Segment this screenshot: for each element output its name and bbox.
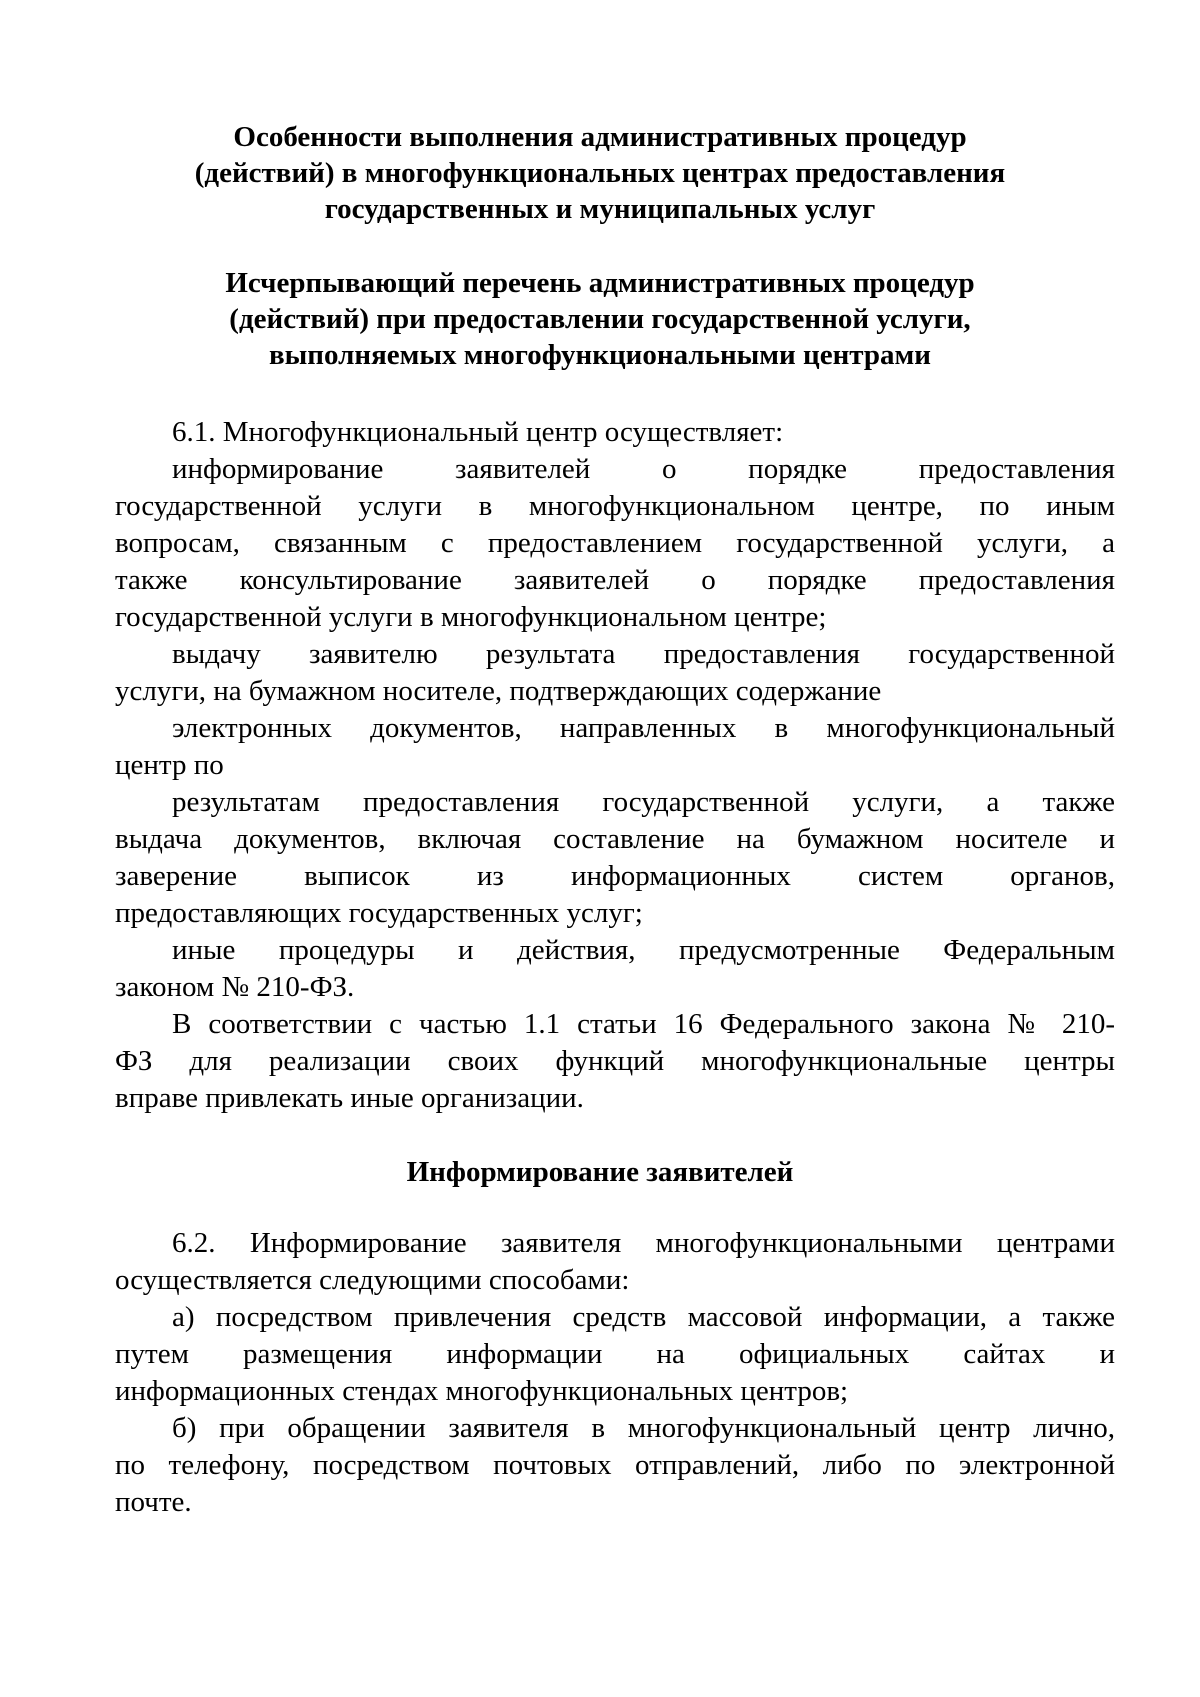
document-title — [150, 119, 1050, 227]
text-line: почте. — [115, 1486, 192, 1518]
paragraph-6-1-item-electronic-docs — [115, 710, 1115, 784]
document-title-line: государственных и муниципальных услуг — [324, 193, 876, 225]
text-line: осуществляется следующими способами: — [115, 1264, 630, 1296]
text-line: законом № 210-ФЗ. — [115, 971, 355, 1003]
section-6-1 — [115, 414, 1115, 1117]
section-heading-line: (действий) при предоставлении государственной услуги, — [229, 303, 971, 335]
text-line: центр по — [115, 749, 224, 781]
paragraph-6-2-intro — [115, 1225, 1115, 1299]
text-line: предоставляющих государственных услуг; — [115, 897, 643, 929]
text-line: государственной услуги в многофункциональном центре; — [115, 601, 827, 633]
paragraph-6-1-item-issuing — [115, 636, 1115, 710]
text-line: б) при обращении заявителя в многофункциональный центр лично, — [172, 1412, 1115, 1444]
section-heading-line: выполняемых многофункциональными центрами — [268, 339, 931, 371]
document-title-line: (действий) в многофункциональных центрах предоставления — [194, 157, 1006, 189]
text-line: электронных документов, направленных в многофункциональный — [172, 712, 1115, 744]
section-heading-line: Информирование заявителей — [406, 1156, 794, 1188]
text-line: заверение выписок из информационных систем органов, — [115, 860, 1115, 892]
text-line: В соответствии с частью 1.1 статьи 16 Федерального закона № 210- — [172, 1008, 1115, 1040]
section-heading-procedures — [150, 265, 1050, 373]
text-line: 6.1. Многофункциональный центр осуществляет: — [172, 416, 784, 448]
text-line: путем размещения информации на официальных сайтах и — [115, 1338, 1115, 1370]
text-line: информирование заявителей о порядке предоставления — [172, 453, 1115, 485]
paragraph-6-1-item-results — [115, 784, 1115, 932]
text-line: выдачу заявителю результата предоставления государственной — [172, 638, 1115, 670]
paragraph-6-1-item-other — [115, 932, 1115, 1006]
section-heading-informing — [150, 1154, 1050, 1190]
text-line: иные процедуры и действия, предусмотренные Федеральным — [172, 934, 1115, 966]
text-line: по телефону, посредством почтовых отправлений, либо по электронной — [115, 1449, 1115, 1481]
paragraph-6-1-intro — [115, 414, 1115, 451]
text-line: также консультирование заявителей о порядке предоставления — [115, 564, 1115, 596]
paragraph-6-1-item-informing — [115, 451, 1115, 636]
text-line: вправе привлекать иные организации. — [115, 1082, 584, 1114]
paragraph-6-2-item-a — [115, 1299, 1115, 1410]
paragraph-6-1-law-reference — [115, 1006, 1115, 1117]
paragraph-6-2-item-b — [115, 1410, 1115, 1521]
text-line: а) посредством привлечения средств массовой информации, а также — [172, 1301, 1115, 1333]
text-line: результатам предоставления государственной услуги, а также — [172, 786, 1115, 818]
section-heading-line: Исчерпывающий перечень административных процедур — [225, 267, 975, 299]
document-title-line: Особенности выполнения административных процедур — [233, 121, 967, 153]
section-6-2 — [115, 1225, 1115, 1521]
text-line: информационных стендах многофункциональных центров; — [115, 1375, 849, 1407]
text-line: услуги, на бумажном носителе, подтверждающих содержание — [115, 675, 882, 707]
text-line: 6.2. Информирование заявителя многофункциональными центрами — [172, 1227, 1115, 1259]
text-line: выдача документов, включая составление на бумажном носителе и — [115, 823, 1115, 855]
text-line: ФЗ для реализации своих функций многофункциональные центры — [115, 1045, 1115, 1077]
text-line: вопросам, связанным с предоставлением государственной услуги, а — [115, 527, 1115, 559]
text-line: государственной услуги в многофункциональном центре, по иным — [115, 490, 1115, 522]
